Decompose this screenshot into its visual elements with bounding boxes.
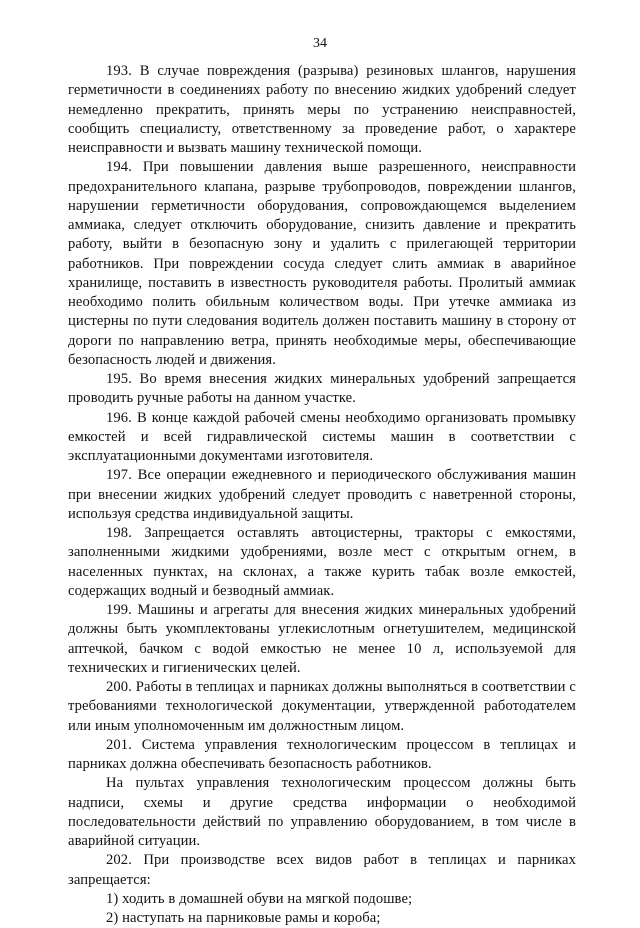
list-item-1: 1) ходить в домашней обуви на мягкой подошве; [106, 890, 413, 907]
list-item-2: 2) наступать на парниковые рамы и короба; [106, 910, 381, 926]
paragraph-194: 194. При повышении давления выше разрешенного, неисправности предохранительного клапана, разрыве трубопроводов, повреждении шлангов, нарушении герметичности оборудования, сопровождающемся выделением аммиака, следует отключить оборудование, снизить давление и прекратить работу, выйти в безопасную зону и удалить с прилегающей территории работников. При повреждении сосуда следует слить аммиак в аварийное хранилище, поставить в известность руководителя работы. Пролитый аммиак необходимо полить обильным количеством воды. При утечке аммиака из цистерны по пути следования водитель должен поставить машину в сторону от дороги по направлению ветра, принять необходимые меры, обеспечивающие безопасность людей и движения. [68, 159, 576, 368]
paragraph-202: 202. При производстве всех видов работ в теплицах и парниках запрещается: [68, 852, 576, 888]
paragraph-193: 193. В случае повреждения (разрыва) резиновых шлангов, нарушения герметичности в соединениях работу по внесению жидких удобрений следует немедленно прекратить, принять меры по устранению неисправностей, сообщить специалисту, ответственному за проведение работ, о характере неисправности и вызвать машину технической помощи. [68, 63, 576, 156]
paragraph-198: 198. Запрещается оставлять автоцистерны, тракторы с емкостями, заполненными жидкими удобрениями, возле мест с открытым огнем, в населенных пунктах, на склонах, а также курить табак возле емкостей, содержащих водный и безводный аммиак. [68, 525, 576, 599]
paragraph-197: 197. Все операции ежедневного и периодического обслуживания машин при внесении жидких удобрений следует проводить с наветренной стороны, используя средства индивидуальной защиты. [68, 467, 576, 522]
paragraph-201-continued: На пультах управления технологическим процессом должны быть надписи, схемы и другие средства информации о необходимой последовательности действий по управлению оборудованием, в том числе в аварийной ситуации. [68, 775, 576, 849]
paragraph-196: 196. В конце каждой рабочей смены необходимо организовать промывку емкостей и всей гидравлической системы машин в соответствии с эксплуатационными документами изготовителя. [68, 409, 576, 464]
paragraph-199: 199. Машины и агрегаты для внесения жидких минеральных удобрений должны быть укомплектованы углекислотным огнетушителем, медицинской аптечкой, бачком с водой емкостью не менее 10 л, используемой для технических и гигиенических целей. [68, 602, 576, 676]
document-body [68, 62, 576, 928]
paragraph-200: 200. Работы в теплицах и парниках должны выполняться в соответствии с требованиями технологической документации, утвержденной работодателем или иным уполномоченным им должностным лицом. [68, 679, 576, 734]
paragraph-201: 201. Система управления технологическим процессом в теплицах и парниках должна обеспечивать безопасность работников. [68, 736, 576, 772]
paragraph-195: 195. Во время внесения жидких минеральных удобрений запрещается проводить ручные работы на данном участке. [68, 371, 576, 407]
page-number: 34 [313, 36, 327, 51]
